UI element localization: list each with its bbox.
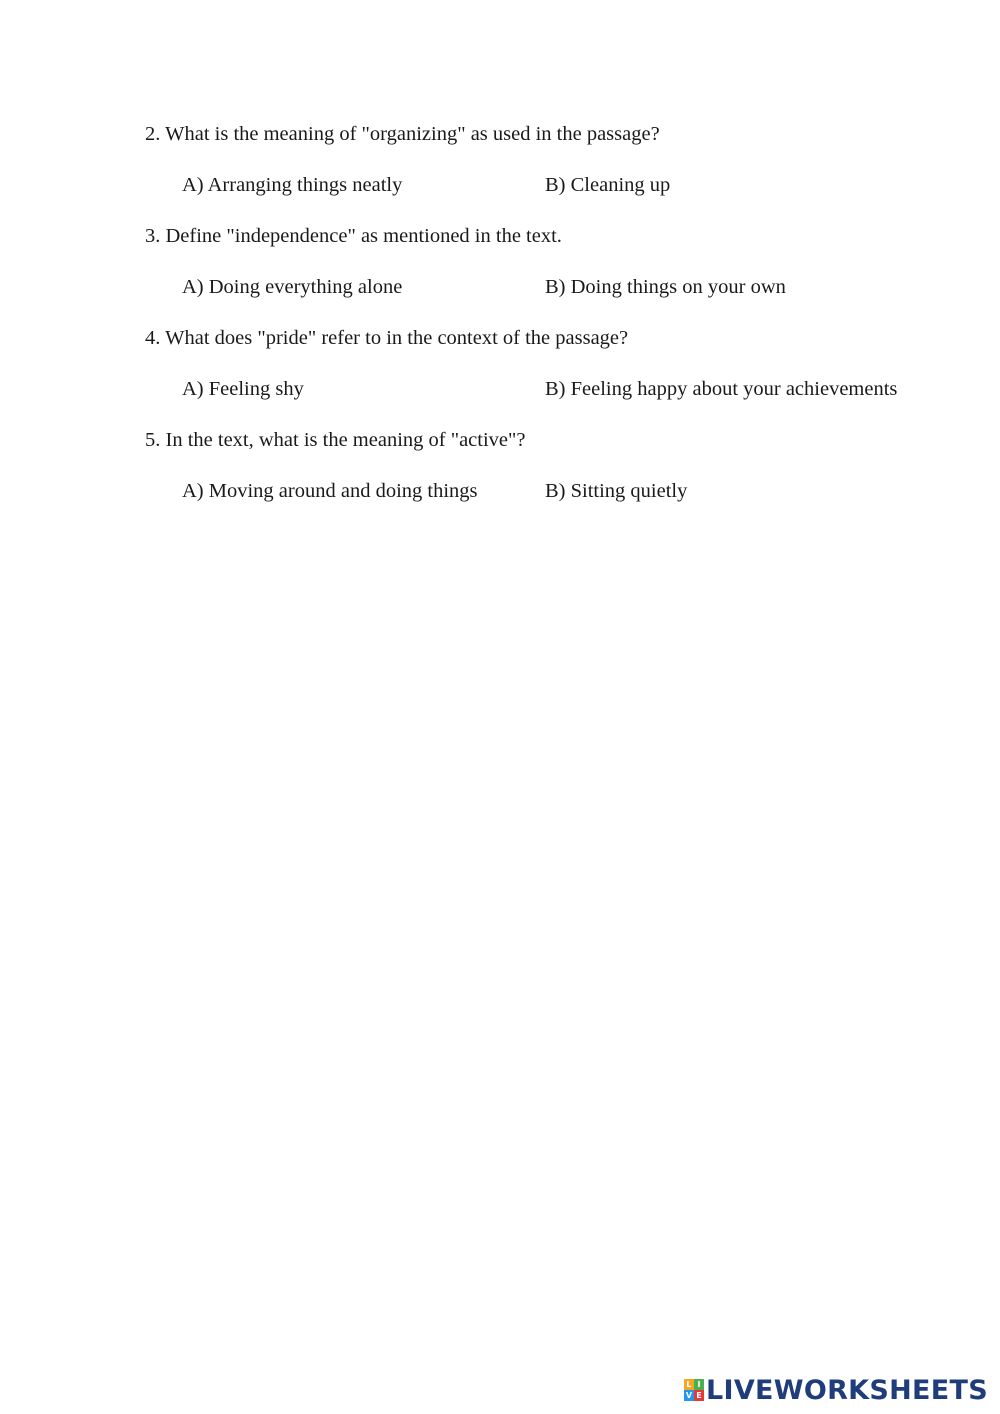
question-2-option-b[interactable]: B) Cleaning up (545, 174, 671, 196)
logo-letter-l: L (684, 1379, 694, 1390)
question-5-option-a[interactable]: A) Moving around and doing things (182, 480, 478, 502)
question-2-option-a[interactable]: A) Arranging things neatly (182, 174, 403, 196)
question-5-option-b[interactable]: B) Sitting quietly (545, 480, 688, 502)
question-2: 2. What is the meaning of "organizing" as used in the passage? (145, 123, 660, 145)
logo-letter-v: V (685, 1391, 693, 1400)
liveworksheets-logo-icon (684, 1379, 704, 1401)
question-4-option-a[interactable]: A) Feeling shy (182, 378, 304, 400)
question-3-option-b[interactable]: B) Doing things on your own (545, 276, 786, 298)
logo-letter-e: E (694, 1390, 704, 1401)
liveworksheets-logo (684, 1373, 988, 1407)
question-4-option-b[interactable]: B) Feeling happy about your achievements (545, 378, 898, 400)
brand-name: LIVEWORKSHEETS (705, 1374, 988, 1406)
question-5: 5. In the text, what is the meaning of "active"? (145, 429, 526, 451)
logo-letter-i: I (694, 1379, 704, 1390)
question-3-option-a[interactable]: A) Doing everything alone (182, 276, 403, 298)
question-4: 4. What does "pride" refer to in the context of the passage? (145, 327, 629, 349)
question-3: 3. Define "independence" as mentioned in the text. (145, 225, 562, 247)
